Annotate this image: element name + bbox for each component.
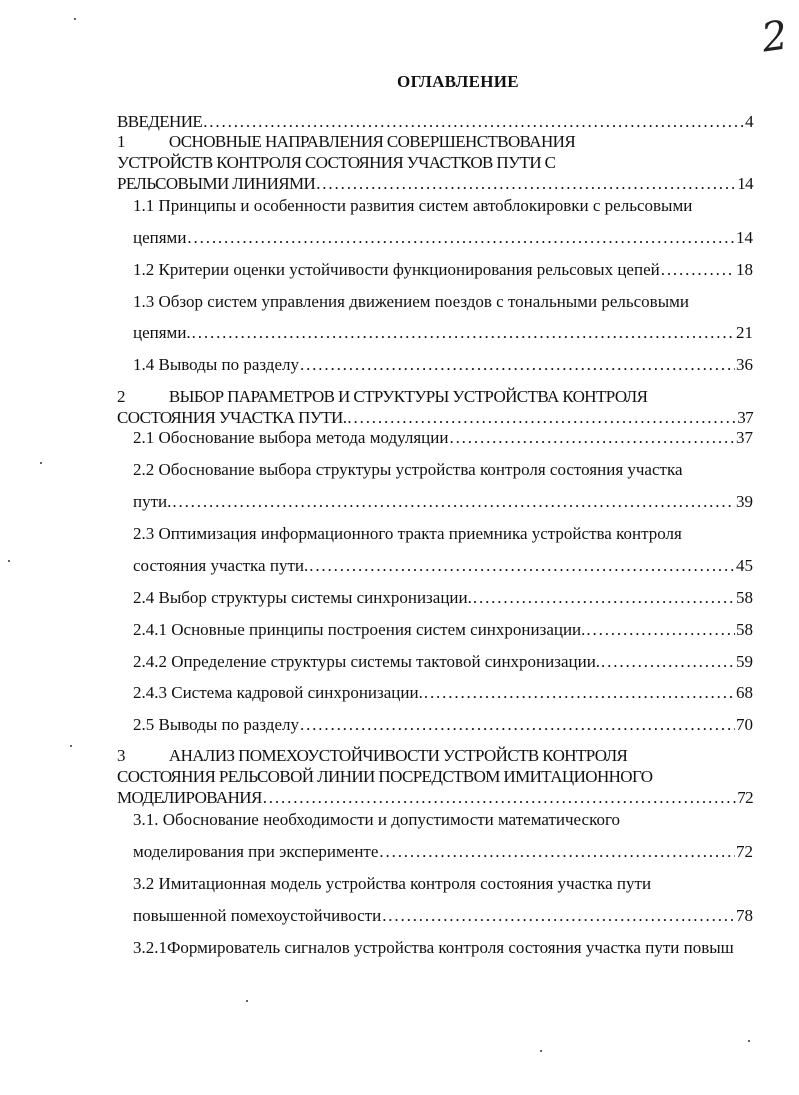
dot-leader [661, 260, 735, 280]
entry-title: АНАЛИЗ ПОМЕХОУСТОЙЧИВОСТИ УСТРОЙСТВ КОНТРОЛЯ [168, 746, 628, 765]
page-number: 72 [737, 788, 753, 807]
toc-entry [133, 620, 753, 640]
dot-leader [187, 228, 735, 248]
toc-entry [133, 874, 753, 894]
toc-entry [133, 683, 753, 703]
entry-title: цепями [133, 228, 187, 247]
entry-title: 3.1. Обоснование необходимости и допустимости математического [133, 810, 621, 829]
toc-title: ОГЛАВЛЕНИЕ [397, 72, 519, 91]
entry-title: пути. [133, 492, 172, 511]
toc-entry [117, 408, 753, 428]
toc-entry [133, 260, 753, 280]
entry-title: МОДЕЛИРОВАНИЯ [117, 788, 262, 807]
section-number: 1 [117, 132, 125, 151]
dot-leader [172, 492, 735, 512]
scan-speck [70, 745, 72, 747]
entry-title: 1.1 Принципы и особенности развития систем автоблокировки с рельсовыми [133, 196, 693, 215]
entry-title: ОСНОВНЫЕ НАПРАВЛЕНИЯ СОВЕРШЕНСТВОВАНИЯ [168, 132, 576, 151]
page-number: 18 [736, 260, 753, 279]
toc-entry [133, 323, 753, 343]
toc-entry [133, 196, 753, 216]
toc-entry [133, 228, 753, 248]
toc-entry [133, 524, 753, 544]
entry-title: 2.3 Оптимизация информационного тракта приемника устройства контроля [133, 524, 682, 543]
entry-title: РЕЛЬСОВЫМИ ЛИНИЯМИ [117, 174, 316, 193]
entry-title: 1.3 Обзор систем управления движением поездов с тональными рельсовыми [133, 292, 689, 311]
toc-entry [133, 810, 753, 830]
section-number: 2 [117, 387, 125, 406]
toc-entry [133, 588, 753, 608]
dot-leader [601, 652, 735, 672]
entry-title: 2.4.3 Система кадровой синхронизации. [133, 683, 423, 702]
toc-entry [133, 906, 753, 926]
toc-entry [117, 746, 753, 766]
entry-title: 3.2 Имитационная модель устройства контроля состояния участка пути [133, 874, 652, 893]
toc-entry [117, 788, 753, 808]
page-number: 36 [736, 355, 753, 374]
toc-entry [133, 355, 753, 375]
toc-entry [133, 652, 753, 672]
entry-title: цепями. [133, 323, 191, 342]
toc-entry [133, 842, 753, 862]
entry-title: 2.4 Выбор структуры системы синхронизации. [133, 588, 472, 607]
dot-leader [263, 788, 737, 808]
dot-leader [473, 588, 735, 608]
dot-leader [347, 408, 736, 428]
handwritten-page-number: 2 [758, 12, 791, 62]
scan-speck [748, 1040, 750, 1042]
toc-entry [133, 556, 753, 576]
entry-title: УСТРОЙСТВ КОНТРОЛЯ СОСТОЯНИЯ УЧАСТКОВ ПУТИ С [117, 153, 556, 172]
toc-entry [117, 387, 753, 407]
dot-leader [449, 428, 735, 448]
page-number: 45 [736, 556, 753, 575]
entry-title: состояния участка пути. [133, 556, 309, 575]
dot-leader [309, 556, 735, 576]
toc-entry [133, 428, 753, 448]
toc-entry [133, 715, 753, 735]
section-number: 3 [117, 746, 125, 765]
entry-title: СОСТОЯНИЯ УЧАСТКА ПУТИ. [117, 408, 347, 427]
dot-leader [300, 355, 735, 375]
scan-speck [74, 18, 76, 20]
entry-title: 1.4 Выводы по разделу [133, 355, 299, 374]
entry-title: повышенной помехоустойчивости [133, 906, 382, 925]
dot-leader [316, 174, 736, 194]
dot-leader [379, 842, 735, 862]
dot-leader [424, 683, 735, 703]
scan-speck [540, 1050, 542, 1052]
toc-entry [117, 174, 753, 194]
entry-title: ВЫБОР ПАРАМЕТРОВ И СТРУКТУРЫ УСТРОЙСТВА КОНТРОЛЯ [168, 387, 648, 406]
dot-leader [203, 112, 744, 132]
dot-leader [300, 715, 735, 735]
dot-leader [586, 620, 735, 640]
toc-entry [117, 112, 753, 132]
toc-entry [117, 153, 753, 173]
page-number: 72 [736, 842, 753, 861]
entry-title: 2.2 Обоснование выбора структуры устройства контроля состояния участка [133, 460, 683, 479]
page-number: 37 [736, 428, 753, 447]
entry-title: СОСТОЯНИЯ РЕЛЬСОВОЙ ЛИНИИ ПОСРЕДСТВОМ ИМИТАЦИОННОГО [117, 767, 653, 786]
dot-leader [192, 323, 735, 343]
page-number: 39 [736, 492, 753, 511]
entry-title: 2.4.2 Определение структуры системы тактовой синхронизации. [133, 652, 601, 671]
toc-entry [117, 132, 753, 152]
toc-entry [133, 292, 753, 312]
toc-entry [133, 460, 753, 480]
entry-title: 2.5 Выводы по разделу [133, 715, 299, 734]
page-number: 58 [736, 588, 753, 607]
page-number: 37 [737, 408, 753, 427]
scan-speck [8, 560, 10, 562]
page-number: 59 [736, 652, 753, 671]
toc-entry [117, 767, 753, 787]
entry-title: 1.2 Критерии оценки устойчивости функционирования рельсовых цепей [133, 260, 660, 279]
entry-title: 3.2.1Формирователь сигналов устройства контроля состояния участка пути повыш [133, 938, 734, 957]
entry-title: моделирования при эксперименте [133, 842, 379, 861]
dot-leader [382, 906, 735, 926]
toc-entry [133, 938, 753, 958]
entry-title: 2.4.1 Основные принципы построения систем синхронизации. [133, 620, 586, 639]
page-number: 4 [745, 112, 753, 131]
page-number: 14 [737, 174, 753, 193]
scan-speck [40, 462, 42, 464]
page-number: 21 [736, 323, 753, 342]
entry-title: 2.1 Обоснование выбора метода модуляции [133, 428, 449, 447]
entry-title: ВВЕДЕНИЕ [117, 112, 203, 131]
page-number: 78 [736, 906, 753, 925]
page-number: 70 [736, 715, 753, 734]
page-number: 14 [736, 228, 753, 247]
scan-speck [246, 1000, 248, 1002]
page-number: 68 [736, 683, 753, 702]
page-number: 58 [736, 620, 753, 639]
toc-entry [133, 492, 753, 512]
